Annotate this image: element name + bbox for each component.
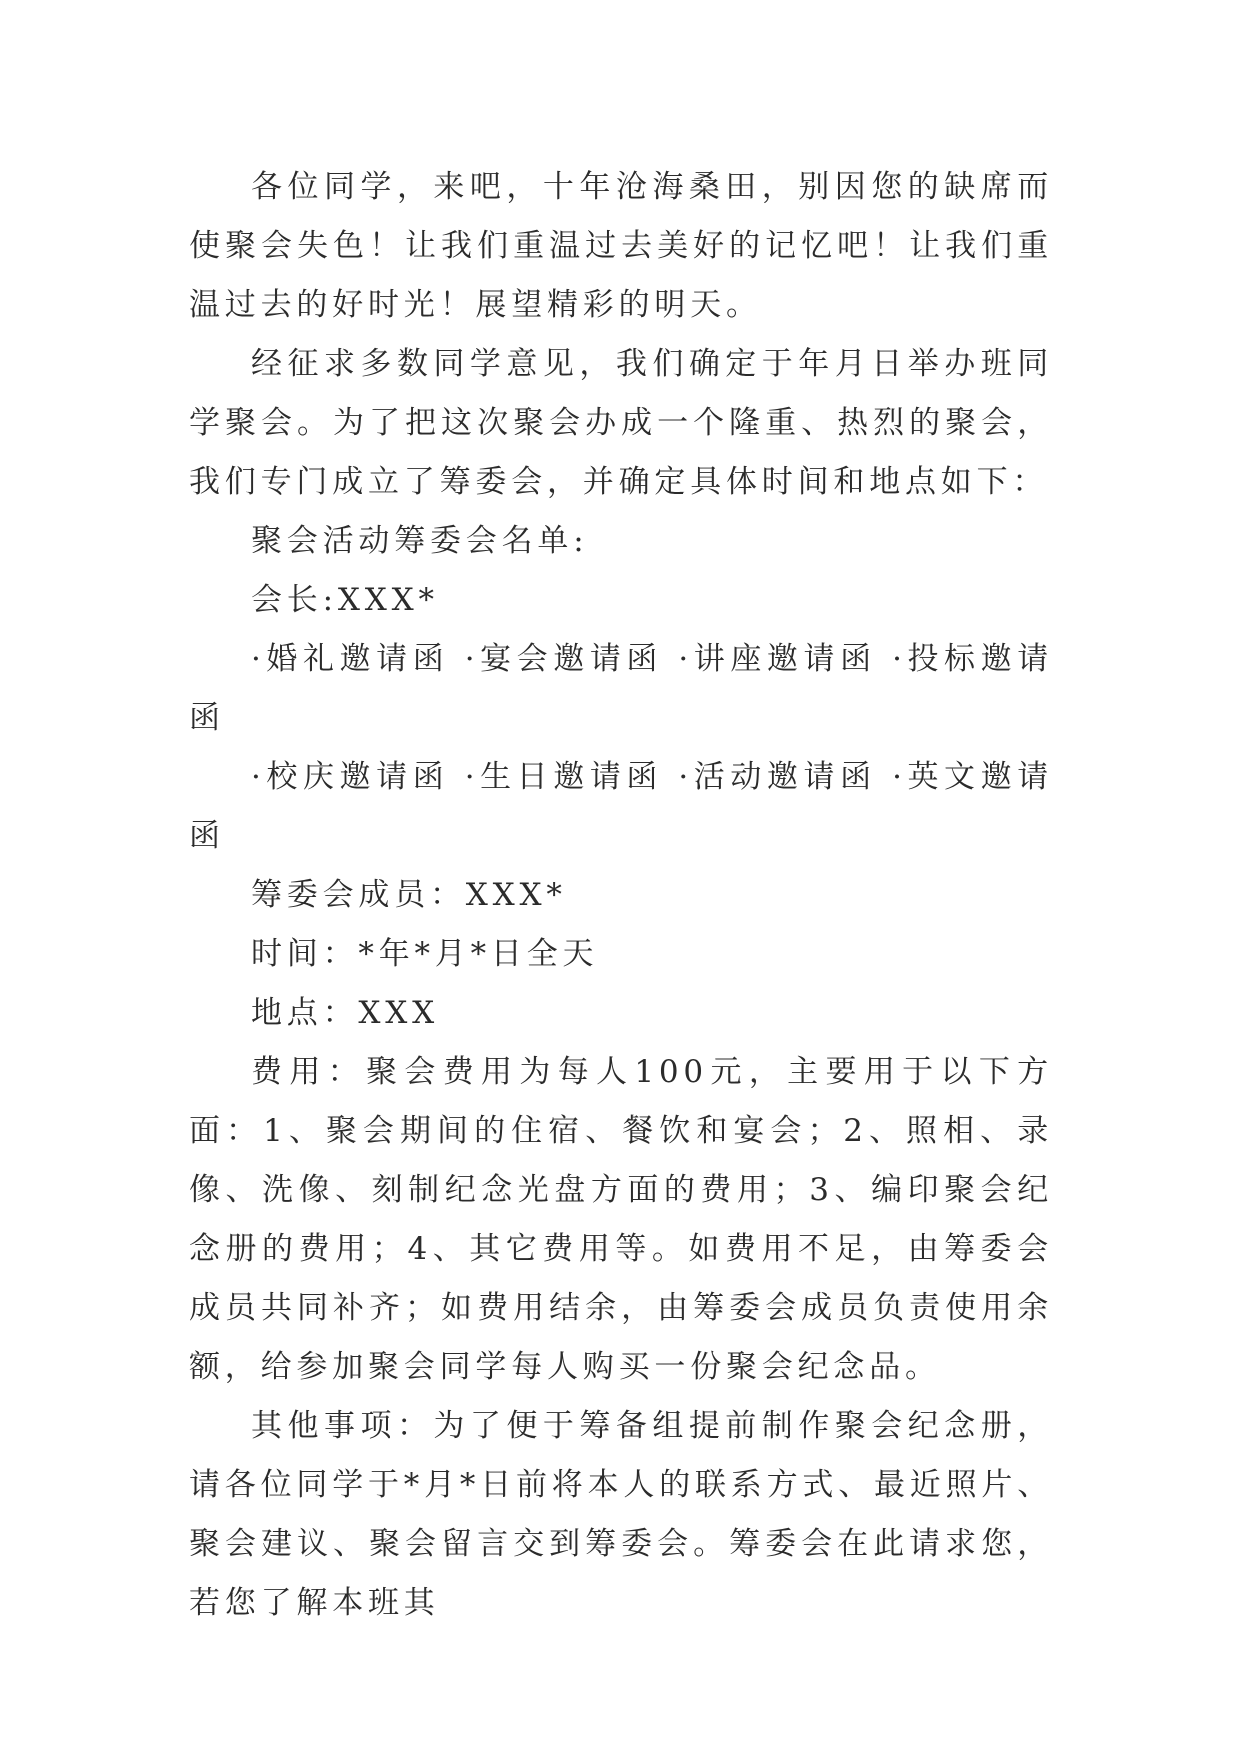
paragraph-fees: 费用：聚会费用为每人100元，主要用于以下方面：1、聚会期间的住宿、餐饮和宴会；2、照相、录像、洗像、刻制纪念光盘方面的费用；3、编印聚会纪念册的费用；4、其它费用等。如费用不足，由筹委会成员共同补齐；如费用结余，由筹委会成员负责使用余额，给参加聚会同学每人购买一份聚会纪念品。 [189,1054,1053,1385]
paragraph-links-row-2: ·校庆邀请函 ·生日邀请函 ·活动邀请函 ·英文邀请函 [189,759,1053,854]
document-body [189,158,1053,1633]
paragraph-links-row-1: ·婚礼邀请函 ·宴会邀请函 ·讲座邀请函 ·投标邀请函 [189,641,1053,736]
paragraph-location: 地点：XXX [251,995,440,1031]
paragraph-arrangement: 经征求多数同学意见，我们确定于年月日举办班同学聚会。为了把这次聚会办成一个隆重、热烈的聚会，我们专门成立了筹委会，并确定具体时间和地点如下： [189,346,1053,500]
paragraph-other-matters: 其他事项：为了便于筹备组提前制作聚会纪念册，请各位同学于*月*日前将本人的联系方式、最近照片、聚会建议、聚会留言交到筹委会。筹委会在此请求您，若您了解本班其 [189,1408,1053,1621]
paragraph-invitation: 各位同学，来吧，十年沧海桑田，别因您的缺席而使聚会失色！让我们重温过去美好的记忆吧！让我们重温过去的好时光！展望精彩的明天。 [189,169,1053,323]
paragraph-committee-heading: 聚会活动筹委会名单: [251,523,589,559]
paragraph-president: 会长:XXX* [251,582,439,618]
paragraph-committee-members: 筹委会成员：XXX* [251,877,567,913]
paragraph-time: 时间：*年*月*日全天 [251,936,599,972]
